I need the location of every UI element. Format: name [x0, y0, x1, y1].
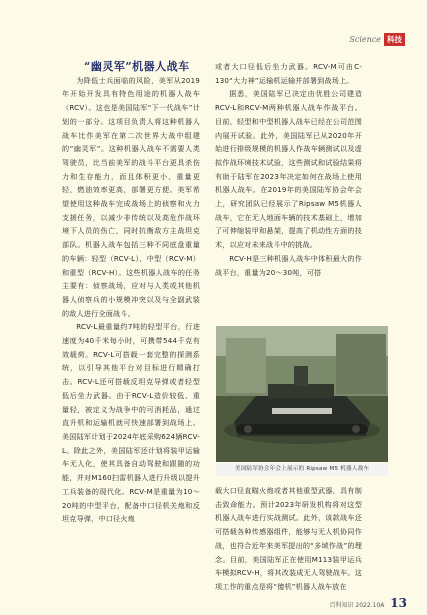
paragraph: 载大口径直瞄火炮或者其他重型武器，具有制击致命能力。预计2023年研发机构将对这型机器人战车进行实战测试。此外，该款战车还可搭载各种传感器组件，能够与无人机协同作战，也符合近年来美军提出的“多域作战”的理念。目前，美国陆军正在使用M113装甲运兵车模拟RCV-H，将其改装成无人驾驶战车。这项工作的重点是将“傻机”机器人战车放在	[215, 486, 362, 591]
paragraph: 或者大口径低后坐力武器。RCV-M可由C-130“大力神”运输机运输并部署到战场上。	[215, 62, 362, 85]
section-label-en: Science	[349, 35, 381, 44]
paragraph: RCV-H是三种机器人战车中体积最大的作战平台，重量为20～30吨，可搭	[215, 253, 362, 277]
right-column-lower	[215, 484, 362, 594]
left-column	[62, 60, 200, 526]
footer-source: 百科知识 2022.10A	[329, 602, 385, 609]
robot-vehicle-image	[216, 326, 388, 462]
right-column	[215, 60, 362, 279]
paragraph: 据悉，美国陆军已决定由优胜公司建造RCV-L和RCV-M两种机器人战车作战平台。目前，轻型和中型机器人战车已经在公司范围内展开试验。此外，美国陆军已从2020年开始进行排级规模的机器人作战车辆测试以及虚拟作战环境技术试验，这些测试和试验结果将有助于陆军在2023年决定如何在战场上使用机器人战车。在2019年的美国陆军协会年会上，研究团队已经展示了Ripsaw M5机器人战车，它在无人地面车辆的技术基础上，增加了可伸缩装甲和悬架，提高了机动性方面的技术，以应对未来战斗中的挑战。	[215, 89, 362, 250]
section-header	[349, 33, 405, 46]
article-title: “幽灵军”机器人战车	[84, 60, 190, 73]
figure-photo	[216, 326, 388, 462]
page-footer	[329, 596, 407, 610]
section-label-cn: 科技	[384, 33, 405, 46]
figure-caption: 美国陆军协会年会上展示的 Ripsaw M5 机器人战车	[216, 463, 388, 476]
paragraph: 为降低士兵面临的风险，美军从2019年开始开发具有特色用途的机器人战车（RCV）。这也是美国陆军“下一代战车”计划的一部分。这项目负责人将这种机器人战车比作美军在第二次世界大战中组建的“幽灵军”。这种机器人战车不需要人类驾驶员，比当前美军的战斗平台更具杀伤力和生存能力，而且体积更小、重量更轻，燃油效率更高，部署更方便。美军希望使用这种战车完成战场上的侦察和火力支援任务，以减少非传统以及高危作战环境下人员的伤亡，同时抗衡敌方主战坦克部队。机器人战车包括三种不同底盘重量的车辆：轻型（RCV-L）、中型（RCV-M）和重型（RCV-H）。这些机器人战车的任务主要有：侦察战场，应对与人类或其他机器人侦察兵的小规模冲突以及与全副武装的敌人进行全面战斗。	[62, 75, 200, 318]
page-number: 13	[390, 596, 407, 610]
paragraph: RCV-L最重量约7吨的轻型平台，行进速度为40千米每小时，可携带544千克有效载荷。RCV-L可搭载一套完整的探测系统，以引导其他平台对目标进行精确打击。RCV-L还可搭载反坦克导弹或者轻型低后坐力武器。由于RCV-L造价较低、重量轻，被定义为战争中的可消耗品，通过直升机和运输机就可快速部署到战场上。美国陆军计划于2024年底采购624辆RCV-L。除此之外，美国陆军还计划将装甲运输车无人化，使其具备自动驾驶和跟随的功能，并对M160扫雷机器人进行升级以提升工兵装备的现代化。RCV-M是重量为10～20吨的中型平台，配备中口径机关炮和反坦克导弹，中口径火炮	[62, 322, 200, 524]
